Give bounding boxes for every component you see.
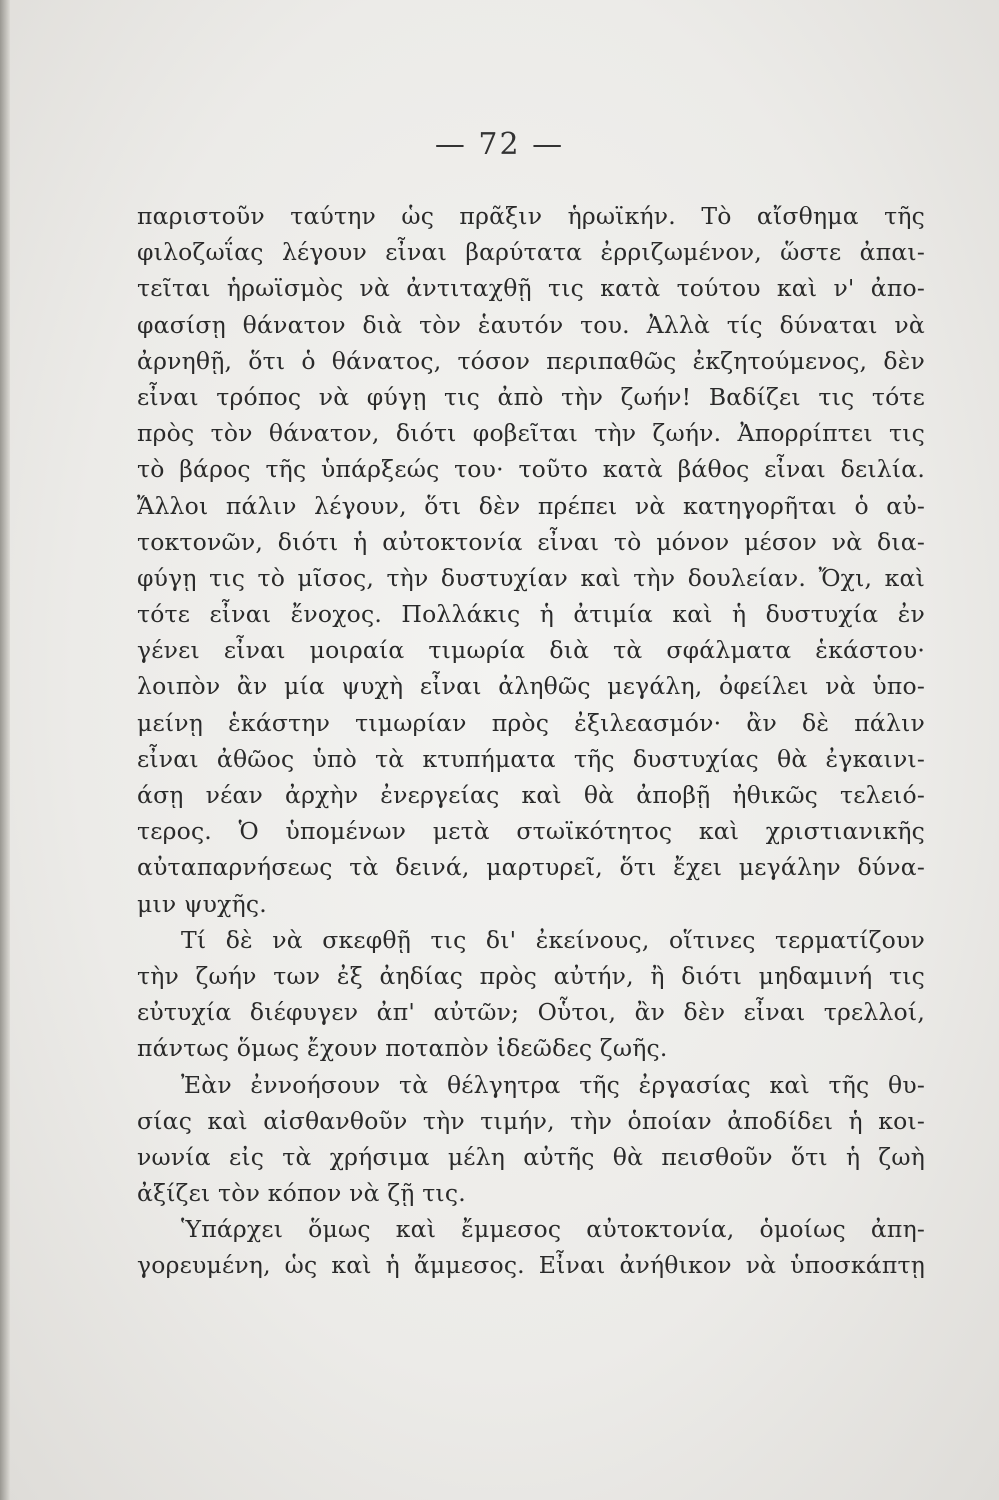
text-line: Τί δὲ νὰ σκεφθῇ τις δι' ἐκείνους, οἵτινες τερματίζουν <box>181 925 925 954</box>
text-line: εἶναι ἀθῶος ὑπὸ τὰ κτυπήματα τῆς δυστυχίας θὰ ἐγκαινι- <box>137 744 925 773</box>
text-line: τότε εἶναι ἔνοχος. Πολλάκις ἡ ἀτιμία καὶ ἡ δυστυχία ἐν <box>137 600 925 629</box>
text-line: γένει εἶναι μοιραία τιμωρία διὰ τὰ σφάλματα ἑκάστου· <box>137 636 925 665</box>
text-line: Ἐὰν ἐννοήσουν τὰ θέλγητρα τῆς ἐργασίας καὶ τῆς θυ- <box>181 1070 925 1099</box>
text-line: Ἄλλοι πάλιν λέγουν, ὅτι δὲν πρέπει νὰ κατηγορῆται ὁ αὐ- <box>137 491 925 520</box>
text-line: ἀρνηθῇ, ὅτι ὁ θάνατος, τόσον περιπαθῶς ἐκζητούμενος, δὲν <box>137 346 925 375</box>
text-line: φύγῃ τις τὸ μῖσος, τὴν δυστυχίαν καὶ τὴν δουλείαν. Ὄχι, καὶ <box>137 563 925 592</box>
text-line: αὐταπαρνήσεως τὰ δεινά, μαρτυρεῖ, ὅτι ἔχει μεγάλην δύνα- <box>137 853 925 882</box>
text-line: εὐτυχία διέφυγεν ἀπ' αὐτῶν; Οὗτοι, ἂν δὲν εἶναι τρελλοί, <box>137 998 925 1027</box>
text-line: τερος. Ὁ ὑπομένων μετὰ στωϊκότητος καὶ χριστιανικῆς <box>137 817 925 846</box>
text-line: τὸ βάρος τῆς ὑπάρξεώς του· τοῦτο κατὰ βάθος εἶναι δειλία. <box>137 455 925 484</box>
text-line: τοκτονῶν, διότι ἡ αὐτοκτονία εἶναι τὸ μόνον μέσον νὰ δια- <box>137 527 925 556</box>
text-line: εἶναι τρόπος νὰ φύγῃ τις ἀπὸ τὴν ζωήν! Βαδίζει τις τότε <box>137 382 925 411</box>
text-line: Ὑπάρχει ὅμως καὶ ἔμμεσος αὐτοκτονία, ὁμοίως ἀπη- <box>181 1215 925 1244</box>
page-edge-shadow <box>0 0 10 1500</box>
text-line: τεῖται ἡρωϊσμὸς νὰ ἀντιταχθῇ τις κατὰ τούτου καὶ ν' ἀπο- <box>137 274 925 303</box>
text-line: μείνῃ ἑκάστην τιμωρίαν πρὸς ἐξιλεασμόν· ἂν δὲ πάλιν <box>137 708 925 737</box>
text-line: πάντως ὅμως ἔχουν ποταπὸν ἰδεῶδες ζωῆς. <box>137 1034 668 1063</box>
text-line: λοιπὸν ἂν μία ψυχὴ εἶναι ἀληθῶς μεγάλη, ὀφείλει νὰ ὑπο- <box>137 672 925 701</box>
text-line: άσῃ νέαν ἀρχὴν ἐνεργείας καὶ θὰ ἀποβῇ ἠθικῶς τελειό- <box>137 781 925 809</box>
body-text <box>137 198 925 1284</box>
page-number: — 72 — <box>434 127 565 162</box>
text-line: γορευμένη, ὡς καὶ ἡ ἄμμεσος. Εἶναι ἀνήθικον νὰ ὑποσκάπτῃ <box>137 1251 925 1280</box>
text-line: παριστοῦν ταύτην ὡς πρᾶξιν ἡρωϊκήν. Τὸ αἴσθημα τῆς <box>137 202 925 230</box>
text-line: πρὸς τὸν θάνατον, διότι φοβεῖται τὴν ζωήν. Ἀπορρίπτει τις <box>137 419 925 448</box>
text-line: φασίσῃ θάνατον διὰ τὸν ἑαυτόν του. Ἀλλὰ τίς δύναται νὰ <box>137 310 925 339</box>
text-line: μιν ψυχῆς. <box>137 889 267 918</box>
text-line: τὴν ζωήν των ἐξ ἀηδίας πρὸς αὐτήν, ἢ διότι μηδαμινή τις <box>137 961 925 990</box>
text-line: σίας καὶ αἰσθανθοῦν τὴν τιμήν, τὴν ὁποίαν ἀποδίδει ἡ κοι- <box>137 1106 925 1135</box>
text-line: ἀξίζει τὸν κόπον νὰ ζῇ τις. <box>137 1179 466 1208</box>
text-line: φιλοζωΐας λέγουν εἶναι βαρύτατα ἐρριζωμένον, ὥστε ἀπαι- <box>137 238 925 267</box>
text-line: νωνία εἰς τὰ χρήσιμα μέλη αὐτῆς θὰ πεισθοῦν ὅτι ἡ ζωὴ <box>137 1142 925 1171</box>
